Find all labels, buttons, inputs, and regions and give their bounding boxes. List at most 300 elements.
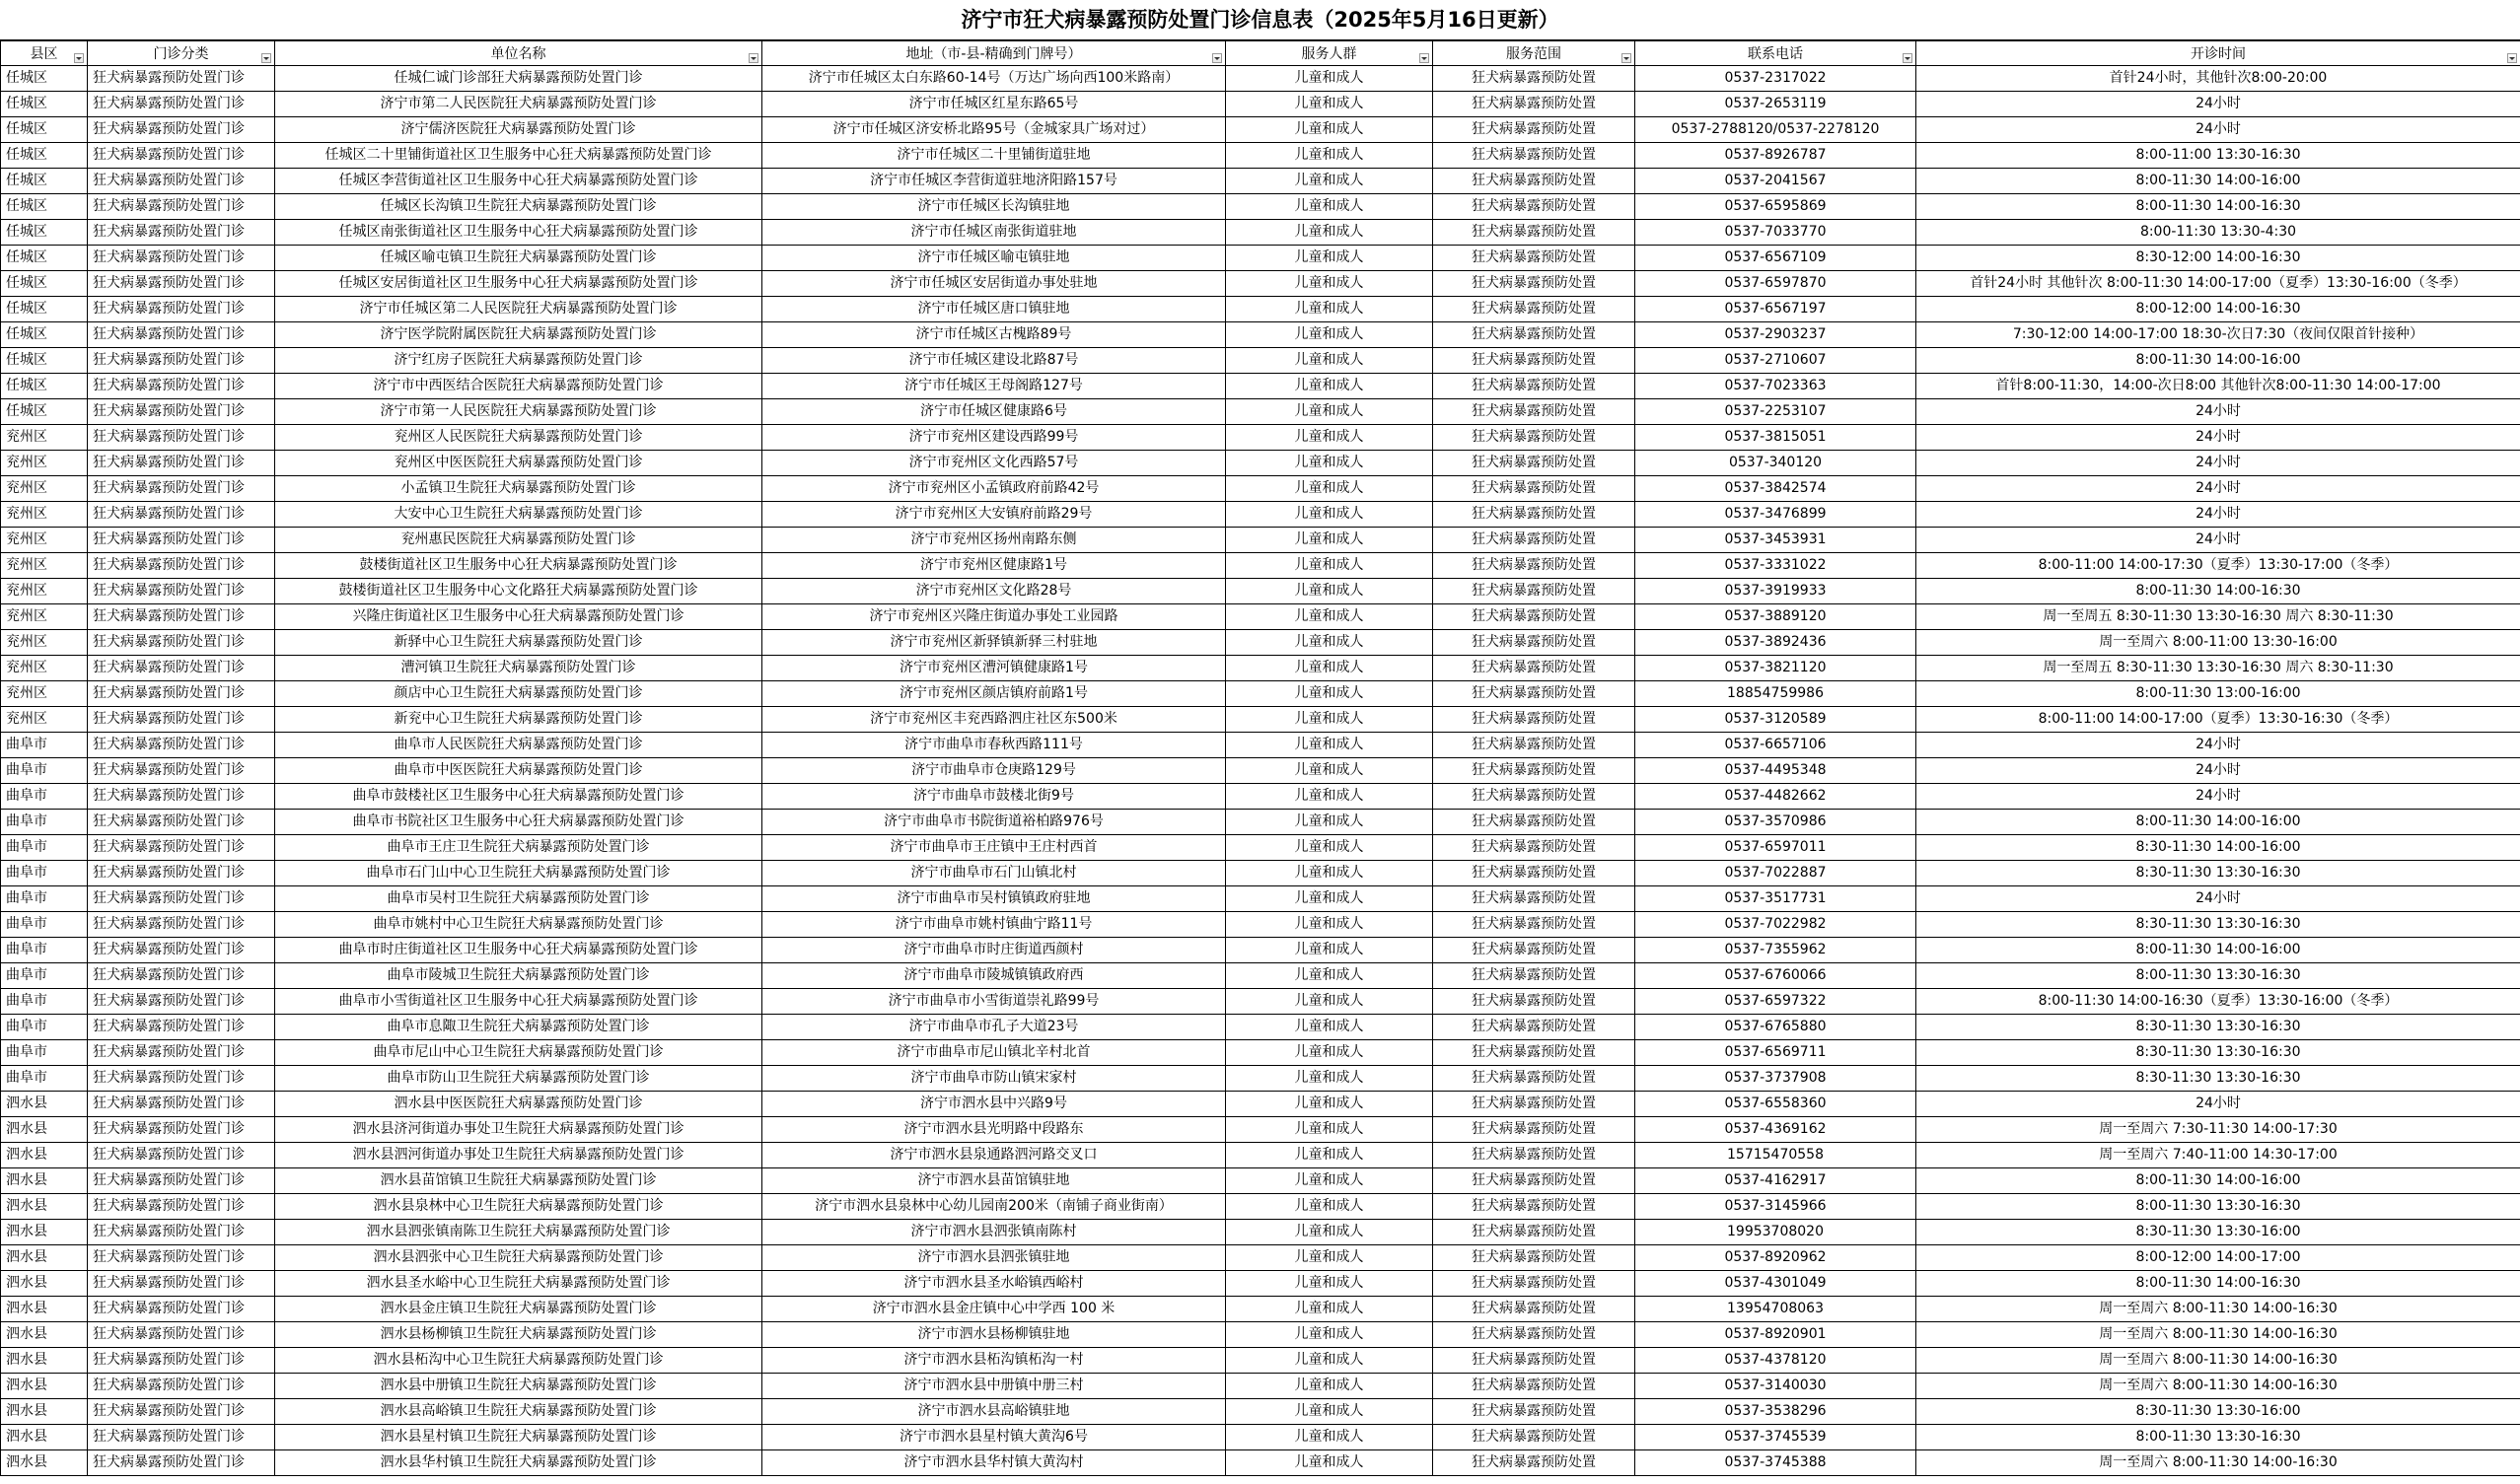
- phone-cell[interactable]: 0537-6567109: [1635, 246, 1916, 271]
- scope-cell[interactable]: 狂犬病暴露预防处置: [1433, 733, 1635, 758]
- address-cell[interactable]: 济宁市任城区建设北路87号: [762, 348, 1226, 374]
- district-cell[interactable]: 曲阜市: [1, 733, 88, 758]
- hours-cell[interactable]: 8:00-11:30 14:00-16:00: [1916, 1168, 2520, 1194]
- population-cell[interactable]: 儿童和成人: [1226, 297, 1433, 322]
- population-cell[interactable]: 儿童和成人: [1226, 1271, 1433, 1297]
- district-cell[interactable]: 泗水县: [1, 1220, 88, 1245]
- unit-name-cell[interactable]: 泗水县泗河街道办事处卫生院狂犬病暴露预防处置门诊: [275, 1143, 762, 1168]
- hours-cell[interactable]: 24小时: [1916, 399, 2520, 425]
- scope-cell[interactable]: 狂犬病暴露预防处置: [1433, 425, 1635, 451]
- scope-cell[interactable]: 狂犬病暴露预防处置: [1433, 861, 1635, 886]
- population-cell[interactable]: 儿童和成人: [1226, 374, 1433, 399]
- clinic-type-cell[interactable]: 狂犬病暴露预防处置门诊: [88, 322, 275, 348]
- scope-cell[interactable]: 狂犬病暴露预防处置: [1433, 169, 1635, 194]
- clinic-type-cell[interactable]: 狂犬病暴露预防处置门诊: [88, 835, 275, 861]
- scope-cell[interactable]: 狂犬病暴露预防处置: [1433, 758, 1635, 784]
- hours-cell[interactable]: 8:00-11:30 14:00-16:00: [1916, 810, 2520, 835]
- clinic-type-cell[interactable]: 狂犬病暴露预防处置门诊: [88, 476, 275, 502]
- phone-cell[interactable]: 0537-7023363: [1635, 374, 1916, 399]
- unit-name-cell[interactable]: 曲阜市中医医院狂犬病暴露预防处置门诊: [275, 758, 762, 784]
- hours-cell[interactable]: 周一至周六 8:00-11:00 13:30-16:00: [1916, 630, 2520, 656]
- unit-name-cell[interactable]: 济宁医学院附属医院狂犬病暴露预防处置门诊: [275, 322, 762, 348]
- district-cell[interactable]: 曲阜市: [1, 1040, 88, 1066]
- population-cell[interactable]: 儿童和成人: [1226, 117, 1433, 143]
- district-cell[interactable]: 任城区: [1, 374, 88, 399]
- clinic-type-cell[interactable]: 狂犬病暴露预防处置门诊: [88, 707, 275, 733]
- district-cell[interactable]: 曲阜市: [1, 1015, 88, 1040]
- population-cell[interactable]: 儿童和成人: [1226, 399, 1433, 425]
- phone-cell[interactable]: 0537-4378120: [1635, 1348, 1916, 1374]
- unit-name-cell[interactable]: 任城仁诚门诊部狂犬病暴露预防处置门诊: [275, 66, 762, 92]
- address-cell[interactable]: 济宁市任城区红星东路65号: [762, 92, 1226, 117]
- phone-cell[interactable]: 0537-3842574: [1635, 476, 1916, 502]
- clinic-type-cell[interactable]: 狂犬病暴露预防处置门诊: [88, 553, 275, 579]
- unit-name-cell[interactable]: 泗水县济河街道办事处卫生院狂犬病暴露预防处置门诊: [275, 1117, 762, 1143]
- phone-cell[interactable]: 0537-3815051: [1635, 425, 1916, 451]
- address-cell[interactable]: 济宁市泗水县华村镇大黄沟村: [762, 1450, 1226, 1476]
- scope-cell[interactable]: 狂犬病暴露预防处置: [1433, 476, 1635, 502]
- hours-cell[interactable]: 8:30-11:30 13:30-16:00: [1916, 1399, 2520, 1425]
- phone-cell[interactable]: 0537-6765880: [1635, 1015, 1916, 1040]
- population-cell[interactable]: 儿童和成人: [1226, 92, 1433, 117]
- population-cell[interactable]: 儿童和成人: [1226, 1066, 1433, 1092]
- district-cell[interactable]: 任城区: [1, 92, 88, 117]
- address-cell[interactable]: 济宁市任城区李营街道驻地济阳路157号: [762, 169, 1226, 194]
- address-cell[interactable]: 济宁市任城区二十里铺街道驻地: [762, 143, 1226, 169]
- hours-cell[interactable]: 8:30-11:30 13:30-16:30: [1916, 1066, 2520, 1092]
- address-cell[interactable]: 济宁市任城区健康路6号: [762, 399, 1226, 425]
- scope-cell[interactable]: 狂犬病暴露预防处置: [1433, 1271, 1635, 1297]
- hours-cell[interactable]: 8:00-11:00 14:00-17:30（夏季）13:30-17:00（冬季）: [1916, 553, 2520, 579]
- scope-cell[interactable]: 狂犬病暴露预防处置: [1433, 835, 1635, 861]
- population-cell[interactable]: 儿童和成人: [1226, 1348, 1433, 1374]
- unit-name-cell[interactable]: 曲阜市时庄街道社区卫生服务中心狂犬病暴露预防处置门诊: [275, 938, 762, 963]
- district-cell[interactable]: 泗水县: [1, 1374, 88, 1399]
- clinic-type-cell[interactable]: 狂犬病暴露预防处置门诊: [88, 656, 275, 681]
- scope-cell[interactable]: 狂犬病暴露预防处置: [1433, 322, 1635, 348]
- unit-name-cell[interactable]: 曲阜市陵城卫生院狂犬病暴露预防处置门诊: [275, 963, 762, 989]
- population-cell[interactable]: 儿童和成人: [1226, 451, 1433, 476]
- phone-cell[interactable]: 0537-3821120: [1635, 656, 1916, 681]
- address-cell[interactable]: 济宁市任城区古槐路89号: [762, 322, 1226, 348]
- clinic-type-cell[interactable]: 狂犬病暴露预防处置门诊: [88, 912, 275, 938]
- address-cell[interactable]: 济宁市泗水县柘沟镇柘沟一村: [762, 1348, 1226, 1374]
- hours-cell[interactable]: 8:00-11:30 14:00-16:00: [1916, 169, 2520, 194]
- hours-cell[interactable]: 24小时: [1916, 733, 2520, 758]
- population-cell[interactable]: 儿童和成人: [1226, 1220, 1433, 1245]
- scope-cell[interactable]: 狂犬病暴露预防处置: [1433, 1117, 1635, 1143]
- hours-cell[interactable]: 8:00-12:00 14:00-17:00: [1916, 1245, 2520, 1271]
- phone-cell[interactable]: 13954708063: [1635, 1297, 1916, 1322]
- district-cell[interactable]: 曲阜市: [1, 835, 88, 861]
- scope-cell[interactable]: 狂犬病暴露预防处置: [1433, 143, 1635, 169]
- hours-cell[interactable]: 24小时: [1916, 528, 2520, 553]
- scope-cell[interactable]: 狂犬病暴露预防处置: [1433, 886, 1635, 912]
- district-cell[interactable]: 曲阜市: [1, 938, 88, 963]
- scope-cell[interactable]: 狂犬病暴露预防处置: [1433, 502, 1635, 528]
- district-cell[interactable]: 任城区: [1, 194, 88, 220]
- district-cell[interactable]: 兖州区: [1, 681, 88, 707]
- clinic-type-cell[interactable]: 狂犬病暴露预防处置门诊: [88, 1450, 275, 1476]
- district-cell[interactable]: 泗水县: [1, 1425, 88, 1450]
- unit-name-cell[interactable]: 曲阜市吴村卫生院狂犬病暴露预防处置门诊: [275, 886, 762, 912]
- unit-name-cell[interactable]: 漕河镇卫生院狂犬病暴露预防处置门诊: [275, 656, 762, 681]
- population-cell[interactable]: 儿童和成人: [1226, 66, 1433, 92]
- address-cell[interactable]: 济宁市兖州区扬州南路东侧: [762, 528, 1226, 553]
- phone-cell[interactable]: 0537-7033770: [1635, 220, 1916, 246]
- district-cell[interactable]: 任城区: [1, 297, 88, 322]
- unit-name-cell[interactable]: 曲阜市尼山中心卫生院狂犬病暴露预防处置门诊: [275, 1040, 762, 1066]
- district-cell[interactable]: 泗水县: [1, 1168, 88, 1194]
- district-cell[interactable]: 兖州区: [1, 579, 88, 604]
- hours-cell[interactable]: 24小时: [1916, 886, 2520, 912]
- clinic-type-cell[interactable]: 狂犬病暴露预防处置门诊: [88, 425, 275, 451]
- district-cell[interactable]: 任城区: [1, 271, 88, 297]
- unit-name-cell[interactable]: 泗水县高峪镇卫生院狂犬病暴露预防处置门诊: [275, 1399, 762, 1425]
- hours-cell[interactable]: 8:00-11:30 13:00-16:00: [1916, 681, 2520, 707]
- filter-dropdown-icon[interactable]: [1419, 53, 1429, 63]
- district-cell[interactable]: 泗水县: [1, 1322, 88, 1348]
- address-cell[interactable]: 济宁市曲阜市石门山镇北村: [762, 861, 1226, 886]
- population-cell[interactable]: 儿童和成人: [1226, 169, 1433, 194]
- address-cell[interactable]: 济宁市曲阜市时庄街道西颜村: [762, 938, 1226, 963]
- population-cell[interactable]: 儿童和成人: [1226, 733, 1433, 758]
- unit-name-cell[interactable]: 小孟镇卫生院狂犬病暴露预防处置门诊: [275, 476, 762, 502]
- population-cell[interactable]: 儿童和成人: [1226, 1425, 1433, 1450]
- address-cell[interactable]: 济宁市泗水县星村镇大黄沟6号: [762, 1425, 1226, 1450]
- scope-cell[interactable]: 狂犬病暴露预防处置: [1433, 1194, 1635, 1220]
- scope-cell[interactable]: 狂犬病暴露预防处置: [1433, 1143, 1635, 1168]
- district-cell[interactable]: 任城区: [1, 169, 88, 194]
- hours-cell[interactable]: 首针24小时 其他针次 8:00-11:30 14:00-17:00（夏季）13:30-16:00（冬季）: [1916, 271, 2520, 297]
- filter-dropdown-icon[interactable]: [749, 53, 758, 63]
- district-cell[interactable]: 泗水县: [1, 1450, 88, 1476]
- population-cell[interactable]: 儿童和成人: [1226, 425, 1433, 451]
- district-cell[interactable]: 任城区: [1, 117, 88, 143]
- phone-cell[interactable]: 0537-3737908: [1635, 1066, 1916, 1092]
- phone-cell[interactable]: 0537-3331022: [1635, 553, 1916, 579]
- clinic-type-cell[interactable]: 狂犬病暴露预防处置门诊: [88, 604, 275, 630]
- scope-cell[interactable]: 狂犬病暴露预防处置: [1433, 297, 1635, 322]
- hours-cell[interactable]: 周一至周五 8:30-11:30 13:30-16:30 周六 8:30-11:30: [1916, 604, 2520, 630]
- district-cell[interactable]: 曲阜市: [1, 1066, 88, 1092]
- hours-cell[interactable]: 24小时: [1916, 451, 2520, 476]
- clinic-type-cell[interactable]: 狂犬病暴露预防处置门诊: [88, 1194, 275, 1220]
- unit-name-cell[interactable]: 泗水县泗张中心卫生院狂犬病暴露预防处置门诊: [275, 1245, 762, 1271]
- population-cell[interactable]: 儿童和成人: [1226, 143, 1433, 169]
- district-cell[interactable]: 曲阜市: [1, 758, 88, 784]
- filter-dropdown-icon[interactable]: [261, 53, 271, 63]
- phone-cell[interactable]: 0537-2317022: [1635, 66, 1916, 92]
- scope-cell[interactable]: 狂犬病暴露预防处置: [1433, 246, 1635, 271]
- unit-name-cell[interactable]: 泗水县泉林中心卫生院狂犬病暴露预防处置门诊: [275, 1194, 762, 1220]
- phone-cell[interactable]: 0537-6597011: [1635, 835, 1916, 861]
- population-cell[interactable]: 儿童和成人: [1226, 1015, 1433, 1040]
- scope-cell[interactable]: 狂犬病暴露预防处置: [1433, 451, 1635, 476]
- unit-name-cell[interactable]: 泗水县星村镇卫生院狂犬病暴露预防处置门诊: [275, 1425, 762, 1450]
- clinic-type-cell[interactable]: 狂犬病暴露预防处置门诊: [88, 92, 275, 117]
- unit-name-cell[interactable]: 泗水县圣水峪中心卫生院狂犬病暴露预防处置门诊: [275, 1271, 762, 1297]
- phone-cell[interactable]: 0537-6597322: [1635, 989, 1916, 1015]
- population-cell[interactable]: 儿童和成人: [1226, 502, 1433, 528]
- phone-cell[interactable]: 0537-6558360: [1635, 1092, 1916, 1117]
- population-cell[interactable]: 儿童和成人: [1226, 1117, 1433, 1143]
- hours-cell[interactable]: 8:00-11:30 14:00-16:30: [1916, 1271, 2520, 1297]
- population-cell[interactable]: 儿童和成人: [1226, 1374, 1433, 1399]
- phone-cell[interactable]: 0537-3145966: [1635, 1194, 1916, 1220]
- phone-cell[interactable]: 0537-3745539: [1635, 1425, 1916, 1450]
- clinic-type-cell[interactable]: 狂犬病暴露预防处置门诊: [88, 194, 275, 220]
- phone-cell[interactable]: 18854759986: [1635, 681, 1916, 707]
- scope-cell[interactable]: 狂犬病暴露预防处置: [1433, 374, 1635, 399]
- hours-cell[interactable]: 7:30-12:00 14:00-17:00 18:30-次日7:30（夜间仅限首针接种）: [1916, 322, 2520, 348]
- address-cell[interactable]: 济宁市兖州区颜店镇府前路1号: [762, 681, 1226, 707]
- phone-cell[interactable]: 0537-2710607: [1635, 348, 1916, 374]
- phone-cell[interactable]: 0537-3919933: [1635, 579, 1916, 604]
- unit-name-cell[interactable]: 兖州区中医医院狂犬病暴露预防处置门诊: [275, 451, 762, 476]
- clinic-type-cell[interactable]: 狂犬病暴露预防处置门诊: [88, 374, 275, 399]
- scope-cell[interactable]: 狂犬病暴露预防处置: [1433, 1245, 1635, 1271]
- hours-cell[interactable]: 8:30-11:30 13:30-16:30: [1916, 1015, 2520, 1040]
- scope-cell[interactable]: 狂犬病暴露预防处置: [1433, 1066, 1635, 1092]
- address-cell[interactable]: 济宁市曲阜市鼓楼北街9号: [762, 784, 1226, 810]
- hours-cell[interactable]: 8:00-11:30 14:00-16:00: [1916, 938, 2520, 963]
- address-cell[interactable]: 济宁市曲阜市小雪街道崇礼路99号: [762, 989, 1226, 1015]
- unit-name-cell[interactable]: 泗水县金庄镇卫生院狂犬病暴露预防处置门诊: [275, 1297, 762, 1322]
- district-cell[interactable]: 泗水县: [1, 1399, 88, 1425]
- hours-cell[interactable]: 8:00-11:30 14:00-16:00: [1916, 348, 2520, 374]
- clinic-type-cell[interactable]: 狂犬病暴露预防处置门诊: [88, 246, 275, 271]
- clinic-type-cell[interactable]: 狂犬病暴露预防处置门诊: [88, 733, 275, 758]
- unit-name-cell[interactable]: 新兖中心卫生院狂犬病暴露预防处置门诊: [275, 707, 762, 733]
- address-cell[interactable]: 济宁市任城区王母阁路127号: [762, 374, 1226, 399]
- district-cell[interactable]: 兖州区: [1, 707, 88, 733]
- phone-cell[interactable]: 0537-4482662: [1635, 784, 1916, 810]
- phone-cell[interactable]: 0537-2903237: [1635, 322, 1916, 348]
- hours-cell[interactable]: 8:30-12:00 14:00-16:30: [1916, 246, 2520, 271]
- population-cell[interactable]: 儿童和成人: [1226, 656, 1433, 681]
- unit-name-cell[interactable]: 泗水县杨柳镇卫生院狂犬病暴露预防处置门诊: [275, 1322, 762, 1348]
- phone-cell[interactable]: 0537-3892436: [1635, 630, 1916, 656]
- filter-dropdown-icon[interactable]: [1212, 53, 1222, 63]
- unit-name-cell[interactable]: 鼓楼街道社区卫生服务中心狂犬病暴露预防处置门诊: [275, 553, 762, 579]
- district-cell[interactable]: 任城区: [1, 66, 88, 92]
- address-cell[interactable]: 济宁市泗水县高峪镇驻地: [762, 1399, 1226, 1425]
- hours-cell[interactable]: 8:00-11:30 13:30-16:30: [1916, 1194, 2520, 1220]
- clinic-type-cell[interactable]: 狂犬病暴露预防处置门诊: [88, 117, 275, 143]
- clinic-type-cell[interactable]: 狂犬病暴露预防处置门诊: [88, 271, 275, 297]
- clinic-type-cell[interactable]: 狂犬病暴露预防处置门诊: [88, 220, 275, 246]
- hours-cell[interactable]: 8:00-11:30 13:30-16:30: [1916, 1425, 2520, 1450]
- hours-cell[interactable]: 8:00-11:30 13:30-16:30: [1916, 963, 2520, 989]
- address-cell[interactable]: 济宁市任城区长沟镇驻地: [762, 194, 1226, 220]
- phone-cell[interactable]: 0537-3476899: [1635, 502, 1916, 528]
- unit-name-cell[interactable]: 任城区喻屯镇卫生院狂犬病暴露预防处置门诊: [275, 246, 762, 271]
- population-cell[interactable]: 儿童和成人: [1226, 758, 1433, 784]
- address-cell[interactable]: 济宁市泗水县泗张镇南陈村: [762, 1220, 1226, 1245]
- address-cell[interactable]: 济宁市曲阜市陵城镇镇政府西: [762, 963, 1226, 989]
- clinic-type-cell[interactable]: 狂犬病暴露预防处置门诊: [88, 1220, 275, 1245]
- clinic-type-cell[interactable]: 狂犬病暴露预防处置门诊: [88, 1297, 275, 1322]
- scope-cell[interactable]: 狂犬病暴露预防处置: [1433, 1040, 1635, 1066]
- clinic-type-cell[interactable]: 狂犬病暴露预防处置门诊: [88, 989, 275, 1015]
- population-cell[interactable]: 儿童和成人: [1226, 1194, 1433, 1220]
- phone-cell[interactable]: 19953708020: [1635, 1220, 1916, 1245]
- address-cell[interactable]: 济宁市泗水县金庄镇中心中学西 100 米: [762, 1297, 1226, 1322]
- population-cell[interactable]: 儿童和成人: [1226, 246, 1433, 271]
- hours-cell[interactable]: 24小时: [1916, 92, 2520, 117]
- phone-cell[interactable]: 0537-3453931: [1635, 528, 1916, 553]
- phone-cell[interactable]: 0537-7355962: [1635, 938, 1916, 963]
- population-cell[interactable]: 儿童和成人: [1226, 835, 1433, 861]
- district-cell[interactable]: 曲阜市: [1, 989, 88, 1015]
- address-cell[interactable]: 济宁市兖州区大安镇府前路29号: [762, 502, 1226, 528]
- phone-cell[interactable]: 0537-6595869: [1635, 194, 1916, 220]
- address-cell[interactable]: 济宁市泗水县中册镇中册三村: [762, 1374, 1226, 1399]
- phone-cell[interactable]: 15715470558: [1635, 1143, 1916, 1168]
- district-cell[interactable]: 曲阜市: [1, 912, 88, 938]
- address-cell[interactable]: 济宁市兖州区文化西路57号: [762, 451, 1226, 476]
- hours-cell[interactable]: 首针24小时，其他针次8:00-20:00: [1916, 66, 2520, 92]
- hours-cell[interactable]: 24小时: [1916, 1092, 2520, 1117]
- filter-dropdown-icon[interactable]: [1621, 53, 1631, 63]
- population-cell[interactable]: 儿童和成人: [1226, 1322, 1433, 1348]
- scope-cell[interactable]: 狂犬病暴露预防处置: [1433, 656, 1635, 681]
- clinic-type-cell[interactable]: 狂犬病暴露预防处置门诊: [88, 810, 275, 835]
- phone-cell[interactable]: 0537-6567197: [1635, 297, 1916, 322]
- address-cell[interactable]: 济宁市任城区太白东路60-14号（万达广场向西100米路南）: [762, 66, 1226, 92]
- district-cell[interactable]: 泗水县: [1, 1194, 88, 1220]
- clinic-type-cell[interactable]: 狂犬病暴露预防处置门诊: [88, 297, 275, 322]
- hours-cell[interactable]: 周一至周五 8:30-11:30 13:30-16:30 周六 8:30-11:30: [1916, 656, 2520, 681]
- clinic-type-cell[interactable]: 狂犬病暴露预防处置门诊: [88, 579, 275, 604]
- hours-cell[interactable]: 24小时: [1916, 502, 2520, 528]
- clinic-type-cell[interactable]: 狂犬病暴露预防处置门诊: [88, 886, 275, 912]
- population-cell[interactable]: 儿童和成人: [1226, 963, 1433, 989]
- clinic-type-cell[interactable]: 狂犬病暴露预防处置门诊: [88, 451, 275, 476]
- population-cell[interactable]: 儿童和成人: [1226, 1040, 1433, 1066]
- district-cell[interactable]: 兖州区: [1, 476, 88, 502]
- population-cell[interactable]: 儿童和成人: [1226, 630, 1433, 656]
- unit-name-cell[interactable]: 济宁市第一人民医院狂犬病暴露预防处置门诊: [275, 399, 762, 425]
- unit-name-cell[interactable]: 曲阜市小雪街道社区卫生服务中心狂犬病暴露预防处置门诊: [275, 989, 762, 1015]
- unit-name-cell[interactable]: 济宁儒济医院狂犬病暴露预防处置门诊: [275, 117, 762, 143]
- phone-cell[interactable]: 0537-2253107: [1635, 399, 1916, 425]
- population-cell[interactable]: 儿童和成人: [1226, 861, 1433, 886]
- scope-cell[interactable]: 狂犬病暴露预防处置: [1433, 1322, 1635, 1348]
- district-cell[interactable]: 兖州区: [1, 425, 88, 451]
- phone-cell[interactable]: 0537-8920962: [1635, 1245, 1916, 1271]
- hours-cell[interactable]: 周一至周六 7:40-11:00 14:30-17:00: [1916, 1143, 2520, 1168]
- address-cell[interactable]: 济宁市曲阜市孔子大道23号: [762, 1015, 1226, 1040]
- scope-cell[interactable]: 狂犬病暴露预防处置: [1433, 1297, 1635, 1322]
- clinic-type-cell[interactable]: 狂犬病暴露预防处置门诊: [88, 1015, 275, 1040]
- phone-cell[interactable]: 0537-3570986: [1635, 810, 1916, 835]
- address-cell[interactable]: 济宁市泗水县圣水峪镇西峪村: [762, 1271, 1226, 1297]
- address-cell[interactable]: 济宁市兖州区丰兖西路泗庄社区东500米: [762, 707, 1226, 733]
- clinic-type-cell[interactable]: 狂犬病暴露预防处置门诊: [88, 1271, 275, 1297]
- district-cell[interactable]: 曲阜市: [1, 963, 88, 989]
- population-cell[interactable]: 儿童和成人: [1226, 912, 1433, 938]
- unit-name-cell[interactable]: 任城区长沟镇卫生院狂犬病暴露预防处置门诊: [275, 194, 762, 220]
- unit-name-cell[interactable]: 济宁市任城区第二人民医院狂犬病暴露预防处置门诊: [275, 297, 762, 322]
- unit-name-cell[interactable]: 任城区二十里铺街道社区卫生服务中心狂犬病暴露预防处置门诊: [275, 143, 762, 169]
- hours-cell[interactable]: 24小时: [1916, 758, 2520, 784]
- population-cell[interactable]: 儿童和成人: [1226, 476, 1433, 502]
- phone-cell[interactable]: 0537-4369162: [1635, 1117, 1916, 1143]
- address-cell[interactable]: 济宁市曲阜市防山镇宋家村: [762, 1066, 1226, 1092]
- scope-cell[interactable]: 狂犬病暴露预防处置: [1433, 938, 1635, 963]
- clinic-type-cell[interactable]: 狂犬病暴露预防处置门诊: [88, 938, 275, 963]
- district-cell[interactable]: 曲阜市: [1, 810, 88, 835]
- address-cell[interactable]: 济宁市曲阜市仓庚路129号: [762, 758, 1226, 784]
- scope-cell[interactable]: 狂犬病暴露预防处置: [1433, 271, 1635, 297]
- unit-name-cell[interactable]: 曲阜市息陬卫生院狂犬病暴露预防处置门诊: [275, 1015, 762, 1040]
- clinic-type-cell[interactable]: 狂犬病暴露预防处置门诊: [88, 784, 275, 810]
- population-cell[interactable]: 儿童和成人: [1226, 604, 1433, 630]
- population-cell[interactable]: 儿童和成人: [1226, 989, 1433, 1015]
- address-cell[interactable]: 济宁市泗水县泉林中心幼儿园南200米（南铺子商业街南）: [762, 1194, 1226, 1220]
- address-cell[interactable]: 济宁市任城区济安桥北路95号（金城家具广场对过）: [762, 117, 1226, 143]
- hours-cell[interactable]: 周一至周六 7:30-11:30 14:00-17:30: [1916, 1117, 2520, 1143]
- scope-cell[interactable]: 狂犬病暴露预防处置: [1433, 1348, 1635, 1374]
- population-cell[interactable]: 儿童和成人: [1226, 1450, 1433, 1476]
- unit-name-cell[interactable]: 兖州惠民医院狂犬病暴露预防处置门诊: [275, 528, 762, 553]
- clinic-type-cell[interactable]: 狂犬病暴露预防处置门诊: [88, 399, 275, 425]
- clinic-type-cell[interactable]: 狂犬病暴露预防处置门诊: [88, 528, 275, 553]
- hours-cell[interactable]: 8:30-11:30 13:30-16:30: [1916, 1040, 2520, 1066]
- clinic-type-cell[interactable]: 狂犬病暴露预防处置门诊: [88, 1168, 275, 1194]
- phone-cell[interactable]: 0537-8920901: [1635, 1322, 1916, 1348]
- hours-cell[interactable]: 8:00-11:30 14:00-16:30（夏季）13:30-16:00（冬季）: [1916, 989, 2520, 1015]
- scope-cell[interactable]: 狂犬病暴露预防处置: [1433, 912, 1635, 938]
- scope-cell[interactable]: 狂犬病暴露预防处置: [1433, 348, 1635, 374]
- phone-cell[interactable]: 0537-3889120: [1635, 604, 1916, 630]
- clinic-type-cell[interactable]: 狂犬病暴露预防处置门诊: [88, 66, 275, 92]
- clinic-type-cell[interactable]: 狂犬病暴露预防处置门诊: [88, 348, 275, 374]
- district-cell[interactable]: 兖州区: [1, 502, 88, 528]
- district-cell[interactable]: 泗水县: [1, 1092, 88, 1117]
- address-cell[interactable]: 济宁市兖州区建设西路99号: [762, 425, 1226, 451]
- scope-cell[interactable]: 狂犬病暴露预防处置: [1433, 1374, 1635, 1399]
- unit-name-cell[interactable]: 曲阜市王庄卫生院狂犬病暴露预防处置门诊: [275, 835, 762, 861]
- phone-cell[interactable]: 0537-4495348: [1635, 758, 1916, 784]
- district-cell[interactable]: 任城区: [1, 322, 88, 348]
- unit-name-cell[interactable]: 济宁市中西医结合医院狂犬病暴露预防处置门诊: [275, 374, 762, 399]
- hours-cell[interactable]: 8:00-11:30 13:30-4:30: [1916, 220, 2520, 246]
- hours-cell[interactable]: 8:30-11:30 13:30-16:30: [1916, 861, 2520, 886]
- scope-cell[interactable]: 狂犬病暴露预防处置: [1433, 1399, 1635, 1425]
- scope-cell[interactable]: 狂犬病暴露预防处置: [1433, 194, 1635, 220]
- population-cell[interactable]: 儿童和成人: [1226, 1143, 1433, 1168]
- unit-name-cell[interactable]: 任城区南张街道社区卫生服务中心狂犬病暴露预防处置门诊: [275, 220, 762, 246]
- scope-cell[interactable]: 狂犬病暴露预防处置: [1433, 528, 1635, 553]
- unit-name-cell[interactable]: 泗水县中册镇卫生院狂犬病暴露预防处置门诊: [275, 1374, 762, 1399]
- unit-name-cell[interactable]: 济宁红房子医院狂犬病暴露预防处置门诊: [275, 348, 762, 374]
- district-cell[interactable]: 兖州区: [1, 528, 88, 553]
- clinic-type-cell[interactable]: 狂犬病暴露预防处置门诊: [88, 143, 275, 169]
- population-cell[interactable]: 儿童和成人: [1226, 579, 1433, 604]
- clinic-type-cell[interactable]: 狂犬病暴露预防处置门诊: [88, 681, 275, 707]
- clinic-type-cell[interactable]: 狂犬病暴露预防处置门诊: [88, 1117, 275, 1143]
- unit-name-cell[interactable]: 兴隆庄街道社区卫生服务中心狂犬病暴露预防处置门诊: [275, 604, 762, 630]
- unit-name-cell[interactable]: 泗水县苗馆镇卫生院狂犬病暴露预防处置门诊: [275, 1168, 762, 1194]
- population-cell[interactable]: 儿童和成人: [1226, 271, 1433, 297]
- clinic-type-cell[interactable]: 狂犬病暴露预防处置门诊: [88, 1143, 275, 1168]
- unit-name-cell[interactable]: 新驿中心卫生院狂犬病暴露预防处置门诊: [275, 630, 762, 656]
- scope-cell[interactable]: 狂犬病暴露预防处置: [1433, 989, 1635, 1015]
- phone-cell[interactable]: 0537-6569711: [1635, 1040, 1916, 1066]
